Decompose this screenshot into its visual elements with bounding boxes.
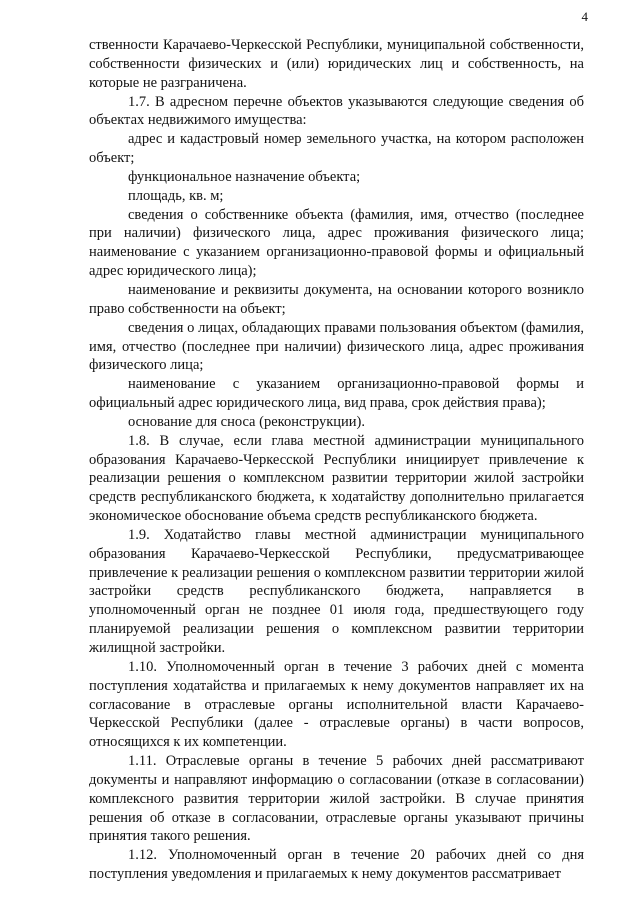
- document-body: [89, 36, 584, 884]
- paragraph-1-10: 1.10. Уполномоченный орган в течение 3 рабочих дней с момента поступления ходатайства и прилагаемых к нему документов направляет их на согласование в отраслевые органы исполнительной власти Карачаево-Черкесской Республики (далее - отраслевые органы) в части вопросов, относящихся к их компетенции.: [89, 658, 584, 751]
- list-item-demolition: основание для сноса (реконструкции).: [128, 413, 365, 430]
- paragraph-continuation: ственности Карачаево-Черкесской Республики, муниципальной собственности, собственности физических и (или) юридических лиц и собственность, на которые не разграничена.: [89, 37, 584, 91]
- paragraph-1-8: 1.8. В случае, если глава местной администрации муниципального образования Карачаево-Черкесской Республики инициирует привлечение к реализации решения о комплексном развитии территории жилой застройки средств республиканского бюджета, к ходатайству дополнительно прилагается экономическое обоснование объема средств республиканского бюджета.: [89, 432, 584, 525]
- list-item-legal-entity: наименование с указанием организационно-правовой формы и официальный адрес юридического лица, вид права, срок действия права);: [89, 376, 584, 412]
- list-item-area: площадь, кв. м;: [128, 187, 224, 204]
- list-item-document: наименование и реквизиты документа, на основании которого возникло право собственности на объект;: [89, 281, 584, 317]
- paragraph-1-12: 1.12. Уполномоченный орган в течение 20 рабочих дней со дня поступления уведомления и прилагаемых к нему документов рассматривает: [89, 847, 584, 883]
- paragraph-1-9: 1.9. Ходатайство главы местной администрации муниципального образования Карачаево-Черкесской Республики, предусматривающее привлечение к реализации решения о комплексном развитии территории жилой застройки средств республиканского бюджета, направляется в уполномоченный орган не позднее 01 июля года, предшествующего году планируемой реализации решения о комплексном развитии территории жилищной застройки.: [89, 526, 584, 656]
- list-item-address: адрес и кадастровый номер земельного участка, на котором расположен объект;: [89, 131, 584, 167]
- page-number: 4: [581, 9, 588, 24]
- list-item-users: сведения о лицах, обладающих правами пользования объектом (фамилия, имя, отчество (последнее при наличии) физического лица, адрес проживания физического лица;: [89, 319, 584, 374]
- paragraph-1-7: 1.7. В адресном перечне объектов указываются следующие сведения об объектах недвижимого имущества:: [89, 93, 584, 129]
- list-item-owner: сведения о собственнике объекта (фамилия, имя, отчество (последнее при наличии) физического лица, адрес проживания физического лица; наименование с указанием организационно-правовой формы и официальный адрес юридического лица);: [89, 206, 584, 280]
- paragraph-1-11: 1.11. Отраслевые органы в течение 5 рабочих дней рассматривают документы и направляют информацию о согласовании (отказе в согласовании) комплексного развития территории жилой застройки. В случае принятия решения об отказе в согласовании, отраслевые органы указывают причины принятия такого решения.: [89, 753, 584, 845]
- list-item-function: функциональное назначение объекта;: [128, 168, 361, 185]
